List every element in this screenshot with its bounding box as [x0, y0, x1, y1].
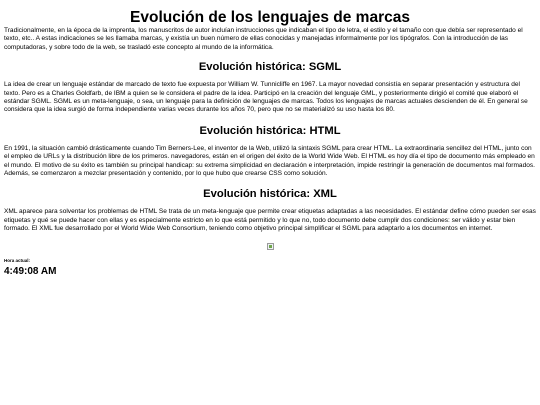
- section-heading-html: Evolución histórica: HTML: [199, 124, 341, 137]
- intro-paragraph: Tradicionalmente, en la época de la imprenta, los manuscritos de autor incluían instrucciones que indicaban el tipo de letra, el estilo y el tamaño con que debía ser representado el texto, etc.. A estas indicaciones se les llamaba marcas, y existía un buen número de ellas conocidas y manejadas informalmente por los tipógrafos. Con la introducción de las computadoras, y sobre todo de la web, se trasladó este concepto al mundo de la informática.: [4, 27, 523, 51]
- document-page: [4, 0, 536, 278]
- section-text-sgml: La idea de crear un lenguaje estándar de marcado de texto fue expuesta por William W. Tunnicliffe en 1967. La mayor novedad consistía en separar presentación y estructura del texto. Pero es a Charles Goldfarb, de IBM a quien se le considera el padre de la idea. Participó en la creación del lenguaje GML, y posteriormente dirigió el comité que elaboró el estándar SGML. SGML es un meta-lenguaje, o sea, un lenguaje para la definición de lenguajes de marcas. Todos los lenguajes de marcas actuales descienden de él. En general se considera que la idea surgió de forma independiente varias veces durante los años 70, pero que no se materializó su uso hasta los 80.: [4, 81, 528, 114]
- section-heading-xml: Evolución histórica: XML: [203, 188, 337, 201]
- broken-image-icon: [267, 243, 274, 250]
- section-heading-sgml: Evolución histórica: SGML: [198, 61, 342, 74]
- clock-time: 4:49:08 AM: [4, 265, 57, 277]
- clock-label: Hora actual:: [4, 257, 31, 263]
- section-text-html: En 1991, la situación cambió drásticamente cuando Tim Berners-Lee, el inventor de la Web, utilizó la sintaxis SGML para crear HTML. La extraordinaria sencillez del HTML, junto con el empleo de URLs y la distribución libre de los primeros. navegadores, están en el origen del éxito de la World Wide Web. El HTML es hoy día el tipo de documento más empleado en el mundo. El motivo de su éxito es también su principal handicap: su extrema simplicidad en declaración e interpretación, impide restringir la generación de documentos mal formados. Además, se comenzaron a mezclar presentación y contenido, por lo que hubo que crearse CSS como solución.: [4, 144, 535, 178]
- section-text-xml: XML aparece para solventar los problemas de HTML Se trata de un meta-lenguaje que permite crear etiquetas adaptadas a las necesidades. El estándar define cómo pueden ser esas etiquetas y qué se puede hacer con ellas y es especialmente estricto en lo que está permitido y lo que no, todo documento debe cumplir dos condiciones: ser válido y estar bien formado. El XML fue desarrollado por el World Wide Web Consortium, teniendo como objetivo principal simplificar el SGML para adaptarlo a los documentos en internet.: [4, 208, 536, 233]
- page-title: Evolución de los lenguajes de marcas: [130, 9, 410, 26]
